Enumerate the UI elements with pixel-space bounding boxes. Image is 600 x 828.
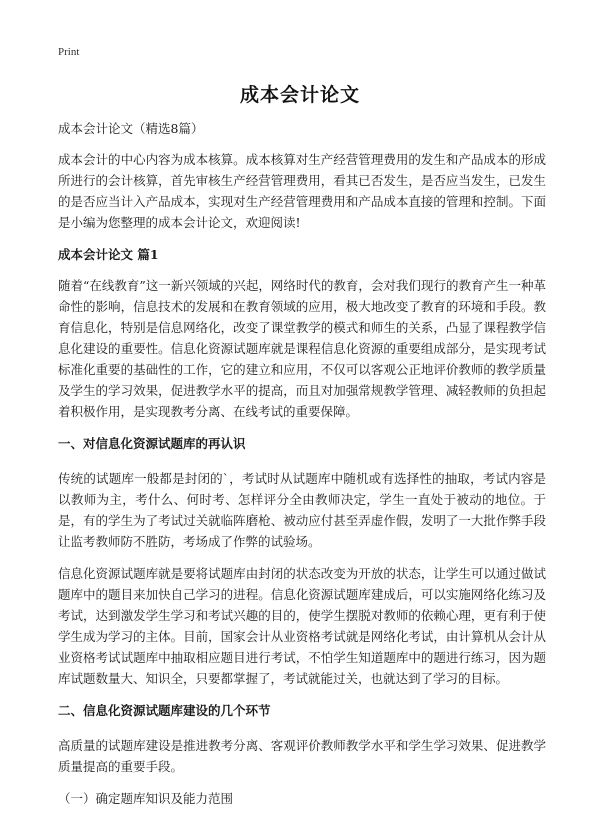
document-subtitle: 成本会计论文（精选8篇） [58, 121, 204, 136]
print-link[interactable]: Print [58, 46, 80, 58]
section-paragraph: 信息化资源试题库就是要将试题库由封闭的状态改变为开放的状态，让学生可以通过做试题库中的题目来加快自己学习的进程。信息化资源试题库建成后，可以实施网络化练习及考试，达到激发学生学习和考试兴趣的目的，使学生摆脱对教师的依赖心理，更有利于使学生成为学习的主体。目前，国家会计从业资格考试就是网络化考试，由计算机从会计从业资格考试试题库中抽取相应题目进行考试，不怕学生知道题库中的题进行练习，因为题库试题数量大、知识全，只要都掌握了，考试就能过关，也就达到了学习的目标。 [58, 566, 546, 686]
document-body [58, 118, 546, 820]
section-paragraph: 高质量的试题库建设是推进教考分离、客观评价教师教学水平和学生学习效果、促进教学质量提高的重要手段。 [58, 738, 546, 774]
document-title: 成本会计论文 [239, 84, 360, 106]
section-heading: 一、对信息化资源试题库的再认识 [58, 436, 246, 451]
article-heading: 成本会计论文 篇1 [58, 247, 159, 262]
subsection-heading: （一）确定题库知识及能力范围 [58, 791, 234, 806]
intro-paragraph: 成本会计的中心内容为成本核算。成本核算对生产经营管理费用的发生和产品成本的形成所进行的会计核算，首先审核生产经营管理费用，看其已否发生，是否应当发生，已发生的是否应当计入产品成本，实现对生产经营管理费用和产品成本直接的管理和控制。下面是小编为您整理的成本会计论文，欢迎阅读! [58, 152, 546, 230]
section-paragraph: 传统的试题库一般都是封闭的`，考试时从试题库中随机或有选择性的抽取，考试内容是以教师为主，考什么、何时考、怎样评分全由教师决定，学生一直处于被动的地位。于是，有的学生为了考试过关就临阵磨枪、被动应付甚至弄虚作假，发明了一大批作弊手段让监考教师防不胜防，考场成了作弊的试验场。 [58, 471, 546, 549]
section-heading: 二、信息化资源试题库建设的几个环节 [58, 703, 271, 718]
article-paragraph: 随着“在线教育”这一新兴领域的兴起，网络时代的教育，会对我们现行的教育产生一种革命性的影响，信息技术的发展和在教育领域的应用，极大地改变了教育的环境和手段。教育信息化，特别是信息网络化，改变了课堂教学的模式和师生的关系，凸显了课程教学信息化建设的重要性。信息化资源试题库就是课程信息化资源的重要组成部分，是实现考试标准化重要的基础性的工作，它的建立和应用，不仅可以客观公正地评价教师的教学质量及学生的学习效果，促进教学水平的提高，而且对加强常规教学管理、减轻教师的负担起着积极作用，是实现教考分离、在线考试的重要保障。 [58, 278, 546, 419]
